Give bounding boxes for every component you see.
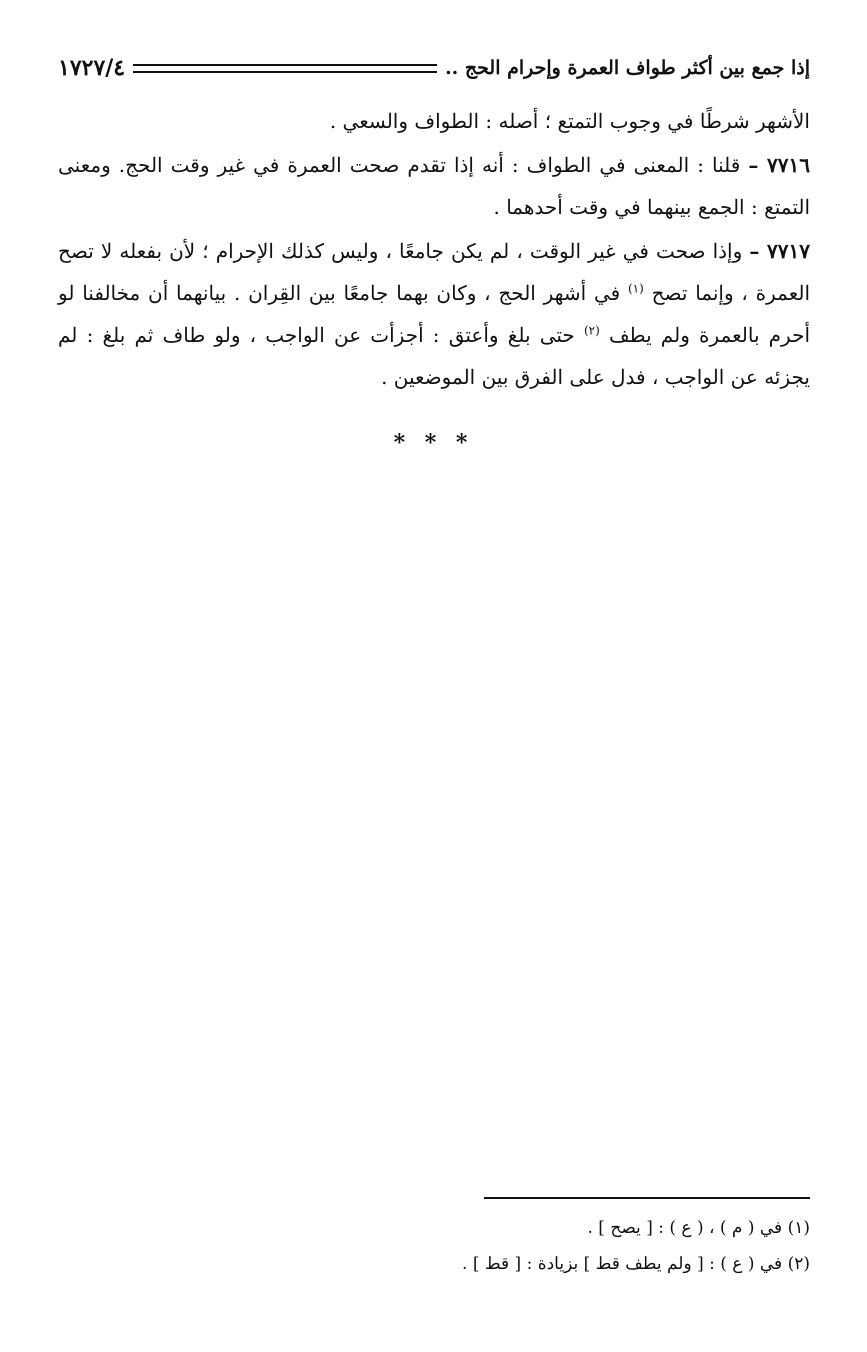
paragraph-continuation [58, 100, 810, 142]
footnotes [58, 1210, 810, 1282]
footnote-divider [484, 1197, 810, 1199]
header-double-rule [133, 64, 437, 73]
header-title: إذا جمع بين أكثر طواف العمرة وإحرام الحج .. [445, 57, 810, 79]
paragraph-number: ٧٧١٦ – [748, 153, 811, 177]
section-separator: * * * [393, 430, 474, 456]
paragraph-7716 [58, 144, 810, 228]
running-header [58, 48, 810, 88]
footnote-2: (٢) في ( ع ) : [ ولم يطف قط ] بزيادة : [ قط ] . [462, 1254, 810, 1274]
paragraph-text: قلنا : المعنى في الطواف : أنه إذا تقدم صحت العمرة في غير وقت الحج. ومعنى التمتع : الجمع بينهما في وقت أحدهما . [58, 153, 810, 219]
footnote-ref-1: (١) [627, 281, 644, 296]
page-number: ١٧٢٧/٤ [58, 55, 126, 81]
paragraph-number: ٧٧١٧ – [749, 239, 811, 263]
footnote-ref-2: (٢) [583, 323, 600, 338]
paragraph-text-part2: في أشهر الحج ، وكان بهما جامعًا بين القِران . بيانهما أن مخالفنا لو أحرم بالعمرة ولم يطف [58, 281, 811, 347]
paragraph-text-part3: حتى بلغ وأعتق : أجزأت عن الواجب ، ولو طاف ثم بلغ : لم يجزئه عن الواجب ، فدل على الفرق بين الموضعين . [58, 323, 810, 389]
footnote-1: (١) في ( م ) ، ( ع ) : [ يصح ] . [587, 1218, 810, 1238]
paragraph-text: الأشهر شرطًا في وجوب التمتع ؛ أصله : الطواف والسعي . [329, 109, 810, 133]
paragraph-text-part1: وإذا صحت في غير الوقت ، لم يكن جامعًا ، وليس كذلك الإحرام ؛ لأن بفعله لا تصح العمرة ، وإنما تصح [58, 239, 811, 305]
paragraph-7717 [58, 230, 810, 398]
main-text [58, 100, 810, 400]
